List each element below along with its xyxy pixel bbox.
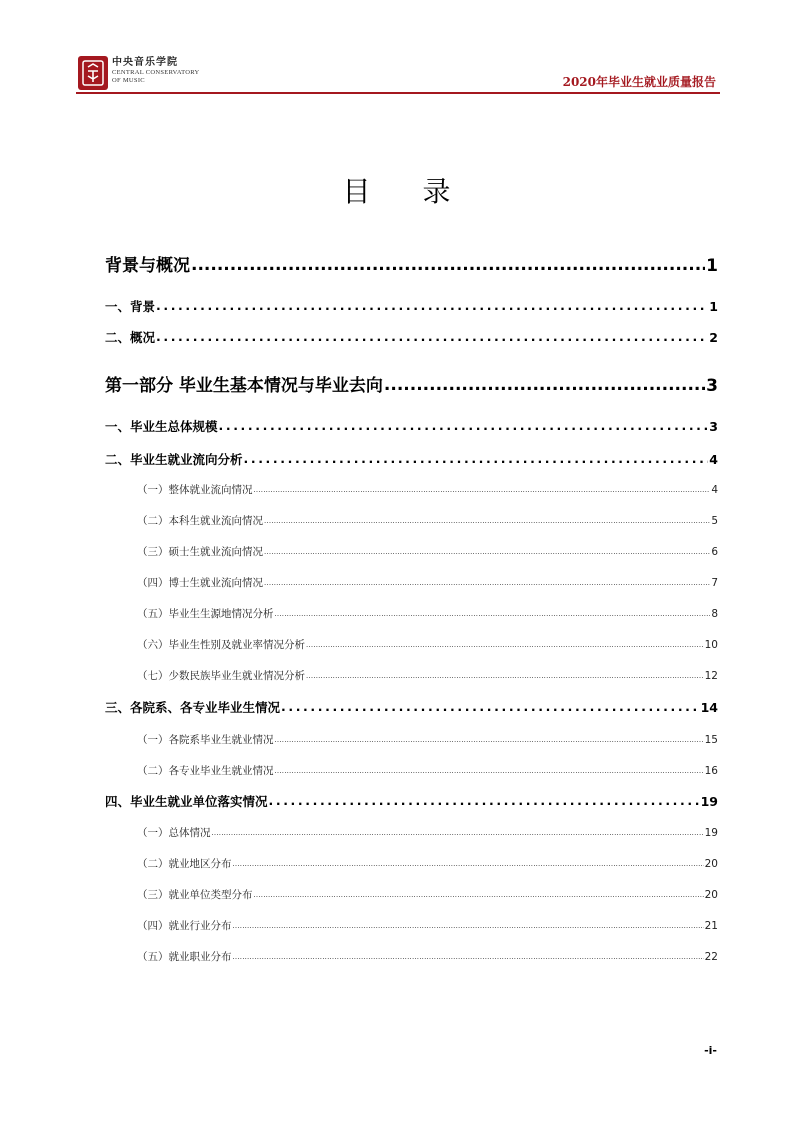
toc-entry-page: 6	[711, 546, 718, 558]
toc-entry-page: 12	[704, 670, 718, 682]
page-number: -i-	[704, 1044, 717, 1057]
toc-entry-page: 5	[711, 515, 718, 527]
toc-entry[interactable]	[137, 482, 718, 497]
toc-entry-label: （二）就业地区分布	[137, 858, 232, 870]
toc-entry-label: （二）本科生就业流向情况	[137, 515, 263, 527]
toc-entry-label: （四）就业行业分布	[137, 920, 232, 932]
toc-entry-page: 3	[706, 376, 718, 396]
toc-entry-label: （四）博士生就业流向情况	[137, 577, 263, 589]
toc-entry[interactable]	[137, 949, 718, 964]
toc-entry[interactable]	[137, 825, 718, 840]
toc-entry-page: 7	[711, 577, 718, 589]
toc-entry-label: （一）各院系毕业生就业情况	[137, 734, 274, 746]
toc-entry[interactable]	[105, 698, 718, 716]
toc-entry-page: 3	[709, 419, 718, 434]
toc-entry-label: 一、背景	[105, 299, 156, 314]
toc-entry-label: （五）就业职业分布	[137, 951, 232, 963]
toc-heading-char-1: 目	[342, 175, 371, 208]
toc-entry[interactable]	[137, 856, 718, 871]
toc-entry-label: 二、概况	[105, 330, 156, 345]
toc-leader-dots	[191, 255, 705, 275]
toc-entry[interactable]	[105, 371, 718, 396]
toc-entry[interactable]	[105, 328, 718, 346]
toc-entry-page: 1	[706, 256, 718, 276]
toc-leader-dots	[233, 953, 704, 961]
report-title: 2020年毕业生就业质量报告	[562, 75, 716, 89]
toc-entry-page: 14	[700, 700, 718, 715]
toc-entry[interactable]	[137, 668, 718, 683]
toc-entry[interactable]	[105, 251, 718, 276]
toc-entry-page: 10	[704, 639, 718, 651]
toc-entry-page: 15	[704, 734, 718, 746]
toc-leader-dots	[275, 610, 711, 618]
toc-entry-label: 三、各院系、各专业毕业生情况	[105, 700, 281, 715]
toc-entry[interactable]	[137, 513, 718, 528]
toc-entry[interactable]	[137, 763, 718, 778]
toc-leader-dots	[281, 699, 700, 714]
toc-entry-page: 21	[704, 920, 718, 932]
toc-leader-dots	[254, 486, 711, 494]
logo-text	[112, 57, 232, 85]
toc-leader-dots	[233, 860, 704, 868]
toc-leader-dots	[306, 672, 704, 680]
toc-leader-dots	[233, 922, 704, 930]
toc-entry[interactable]	[137, 918, 718, 933]
toc-entry[interactable]	[137, 544, 718, 559]
toc-entry-label: （一）整体就业流向情况	[137, 484, 253, 496]
toc-leader-dots	[264, 579, 710, 587]
toc-leader-dots	[244, 451, 709, 466]
toc-heading-char-2: 录	[422, 175, 451, 208]
toc-entry-label: 一、毕业生总体规模	[105, 419, 218, 434]
toc-entry[interactable]	[137, 637, 718, 652]
toc-entry-label: （三）硕士生就业流向情况	[137, 546, 263, 558]
toc-entry[interactable]	[137, 887, 718, 902]
header-divider	[76, 92, 720, 94]
toc-entry-page: 8	[711, 608, 718, 620]
toc-leader-dots	[275, 736, 704, 744]
logo-english-name-line1: CENTRAL CONSERVATORY	[112, 69, 200, 76]
toc-entry-page: 20	[704, 858, 718, 870]
conservatory-logo-icon	[78, 56, 108, 90]
toc-leader-dots	[219, 418, 709, 433]
toc-entry-page: 4	[709, 452, 718, 467]
toc-entry-label: （三）就业单位类型分布	[137, 889, 253, 901]
toc-entry[interactable]	[105, 450, 718, 468]
toc-entry-page: 19	[704, 827, 718, 839]
toc-leader-dots	[264, 548, 710, 556]
toc-entry[interactable]	[105, 417, 718, 435]
page-header	[76, 54, 720, 94]
toc-entry-page: 1	[709, 299, 718, 314]
toc-leader-dots	[269, 793, 700, 808]
toc-leader-dots	[156, 329, 708, 344]
toc-leader-dots	[156, 298, 708, 313]
toc-entry-label: （五）毕业生生源地情况分析	[137, 608, 274, 620]
toc-entry[interactable]	[137, 732, 718, 747]
toc-entry-page: 22	[704, 951, 718, 963]
toc-entry-label: （二）各专业毕业生就业情况	[137, 765, 274, 777]
toc-entry-page: 16	[704, 765, 718, 777]
toc-entry-page: 20	[704, 889, 718, 901]
toc-entry-label: （七）少数民族毕业生就业情况分析	[137, 670, 305, 682]
toc-leader-dots	[254, 891, 704, 899]
toc-entry-label: 第一部分 毕业生基本情况与毕业去向	[105, 376, 383, 396]
toc-entry-label: （一）总体情况	[137, 827, 211, 839]
logo-english-name-line2: OF MUSIC	[112, 77, 145, 84]
toc-entry[interactable]	[137, 575, 718, 590]
toc-entry-label: 二、毕业生就业流向分析	[105, 452, 243, 467]
toc-leader-dots	[384, 375, 705, 395]
toc-entry-label: （六）毕业生性别及就业率情况分析	[137, 639, 305, 651]
toc-entry-label: 四、毕业生就业单位落实情况	[105, 794, 268, 809]
toc-leader-dots	[275, 767, 704, 775]
toc-entry-page: 2	[709, 330, 718, 345]
logo-chinese-name: 中央音乐学院	[112, 57, 178, 68]
toc-entry[interactable]	[105, 297, 718, 315]
toc-entry-label: 背景与概况	[105, 256, 190, 276]
toc-entry-page: 4	[711, 484, 718, 496]
toc-entry-page: 19	[700, 794, 718, 809]
toc-entry[interactable]	[105, 792, 718, 810]
toc-leader-dots	[264, 517, 710, 525]
toc-entry[interactable]	[137, 606, 718, 621]
toc-leader-dots	[212, 829, 704, 837]
toc-leader-dots	[306, 641, 704, 649]
toc-heading	[0, 170, 793, 210]
